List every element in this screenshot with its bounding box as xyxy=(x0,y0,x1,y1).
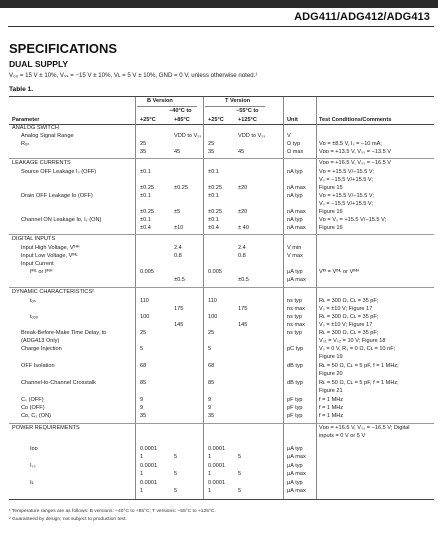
section-heading: ANALOG SWITCH xyxy=(12,125,59,131)
t-25c-cell: 1 xyxy=(208,454,212,460)
t-25c-cell: 9 xyxy=(208,405,212,411)
t-range-cell: 0.8 xyxy=(238,253,246,259)
t-range-cell: ±20 xyxy=(238,185,248,191)
table-top-rule xyxy=(9,96,434,97)
parameter-cell: Source OFF Leakage Iₛ (OFF) xyxy=(21,169,97,175)
parameter-cell: Break-Before-Make Time Delay, tᴅ xyxy=(21,330,107,336)
t-25c-cell: 0.0001 xyxy=(208,463,226,469)
b-25c-cell: 5 xyxy=(140,346,144,352)
parameter-cell: Input Current xyxy=(21,261,54,267)
parameter-cell: Analog Signal Range xyxy=(21,133,74,139)
t-25c-cell: 1 xyxy=(208,488,212,494)
table-bottom-rule xyxy=(9,499,434,500)
b-25c-cell: 0.0001 xyxy=(140,480,158,486)
b-range-cell: VDD to Vₛₛ xyxy=(174,133,202,139)
section-heading: POWER REQUIREMENTS xyxy=(12,425,80,431)
b-version-rule xyxy=(137,106,197,107)
parameter-cell: Cᴅ, Cₛ (ON) xyxy=(21,413,52,419)
b-range2-header: +85°C xyxy=(174,117,190,123)
unit-cell: pF typ xyxy=(287,405,303,411)
t-25c-cell: 5 xyxy=(208,346,212,352)
t-25c-cell: 0.0001 xyxy=(208,446,226,452)
t-version-header: T Version xyxy=(225,98,251,104)
parameter-cell: Cᴅ (OFF) xyxy=(21,405,45,411)
footnote-1: ¹ Temperature ranges are as follows: B versions: −40°C to +85°C; T versions: −55°C to +125°C. xyxy=(9,509,216,514)
header-bottom-rule xyxy=(9,124,434,125)
b-range-cell: 175 xyxy=(174,306,184,312)
t-25c-cell: 68 xyxy=(208,363,215,369)
t-25c-cell: 0.0001 xyxy=(208,480,226,486)
b-25c-cell: ±0.1 xyxy=(140,169,151,175)
t-25c-cell: ±0.4 xyxy=(208,225,219,231)
b-range-cell: 5 xyxy=(174,471,178,477)
unit-cell: ns typ xyxy=(287,330,302,336)
t-range-cell: 5 xyxy=(238,454,242,460)
unit-cell: nA max xyxy=(287,225,306,231)
test-conditions-cell: Rʟ = 300 Ω, Cʟ = 35 pF; xyxy=(319,330,379,336)
unit-cell: pF typ xyxy=(287,413,303,419)
unit-cell: V xyxy=(287,133,291,139)
test-conditions-cell: Figure 15 xyxy=(319,185,343,191)
unit-cell: ns max xyxy=(287,306,306,312)
t-range-header: −55°C to xyxy=(236,108,259,114)
unit-cell: μA max xyxy=(287,277,306,283)
test-conditions-cell: Rʟ = 300 Ω, Cʟ = 35 pF; xyxy=(319,298,379,304)
b-range-cell: 0.8 xyxy=(174,253,182,259)
parameter-cell: Channel ON Leakage Iᴅ, Iₛ (ON) xyxy=(21,217,102,223)
unit-cell: μA typ xyxy=(287,480,303,486)
t-range-cell: 5 xyxy=(238,471,242,477)
b-25c-header: +25°C xyxy=(140,117,156,123)
section-subtitle: DUAL SUPPLY xyxy=(9,59,69,69)
footnote-2: ² Guaranteed by design; not subject to production test. xyxy=(9,517,127,522)
unit-cell: nA typ xyxy=(287,193,303,199)
parameter-cell: tₒₒₒ xyxy=(30,314,38,320)
unit-cell: nA max xyxy=(287,185,306,191)
b-25c-cell: ±0.1 xyxy=(140,193,151,199)
t-25c-cell: 9 xyxy=(208,397,212,403)
t-range-cell: 45 xyxy=(238,149,245,155)
b-range-cell: 145 xyxy=(174,322,184,328)
t-25c-cell: ±0.1 xyxy=(208,193,219,199)
t-25c-cell: ±0.1 xyxy=(208,217,219,223)
parameter-cell: Cₛ (OFF) xyxy=(21,397,44,403)
section-heading: LEAKAGE CURRENTS xyxy=(12,160,71,166)
b-25c-cell: 25 xyxy=(140,141,147,147)
t-range-cell: ±0.5 xyxy=(238,277,249,283)
unit-header: Unit xyxy=(287,117,298,123)
b-range-cell: 2.4 xyxy=(174,245,182,251)
test-conditions-cell: Vₛ₁ = Vₛ₂ = 10 V; Figure 18 xyxy=(319,338,386,344)
b-25c-cell: 0.0001 xyxy=(140,446,158,452)
t-range-cell: ±20 xyxy=(238,209,248,215)
test-conditions-cell: Vₛ = 0 V, Rₛ = 0 Ω, Cʟ = 10 nF; xyxy=(319,346,396,352)
parameter-cell: Iᴵᴺᴸ or Iᴵᴺᴴ xyxy=(30,269,53,275)
section-divider xyxy=(9,287,434,288)
t-25c-cell: 0.005 xyxy=(208,269,222,275)
b-range-cell: 45 xyxy=(174,149,181,155)
unit-cell: V max xyxy=(287,253,303,259)
b-25c-cell: 0.005 xyxy=(140,269,154,275)
t-25c-cell: 35 xyxy=(208,149,215,155)
parameter-cell: (ADG413 Only) xyxy=(21,338,60,344)
b-25c-cell: 9 xyxy=(140,405,144,411)
unit-cell: μA max xyxy=(287,454,306,460)
unit-cell: μA typ xyxy=(287,446,303,452)
section-divider xyxy=(9,423,434,424)
test-conditions-cell: Vₛ = −15.5 V/+15.5 V; xyxy=(319,201,373,207)
part-numbers: ADG411/ADG412/ADG413 xyxy=(294,11,430,23)
test-conditions-cell: Vₛ = ±10 V; Figure 17 xyxy=(319,322,373,328)
t-25c-cell: 35 xyxy=(208,413,215,419)
t-25c-cell: ±0.25 xyxy=(208,209,222,215)
parameter-cell: Input High Voltage, Vᴵᴴᴴ xyxy=(21,245,80,251)
test-conditions-cell: Vᴅ = +15.5 V/−15.5 V; xyxy=(319,193,374,199)
unit-cell: pC typ xyxy=(287,346,304,352)
test-conditions-cell: Figure 20 xyxy=(319,371,343,377)
test-conditions-cell: Rʟ = 50 Ω, Cʟ = 5 pF, f = 1 MHz; xyxy=(319,380,399,386)
unit-cell: μA max xyxy=(287,471,306,477)
b-25c-cell: 110 xyxy=(140,298,149,304)
b-25c-cell: ±0.4 xyxy=(140,225,151,231)
b-range-cell: 5 xyxy=(174,454,178,460)
test-conditions-cell: Vᴅ = +15.5 V/−15.5 V; xyxy=(319,169,374,175)
parameter-header: Parameter xyxy=(12,117,40,123)
parameter-cell: Drain OFF Leakage Iᴅ (OFF) xyxy=(21,193,93,199)
b-25c-cell: ±0.25 xyxy=(140,185,154,191)
test-conditions-cell: Vᴅᴅ = +16.5 V, Vₛₛ = −16.5 V; Digital xyxy=(319,425,410,431)
test-conditions-cell: Figure 16 xyxy=(319,225,343,231)
b-25c-cell: 1 xyxy=(140,488,144,494)
b-25c-cell: ±0.25 xyxy=(140,209,154,215)
unit-cell: ns typ xyxy=(287,314,302,320)
b-range-cell: ±10 xyxy=(174,225,184,231)
test-conditions-cell: Vᴵᴺ = Vᴵᴺᴸ or Vᴵᴺᴴ xyxy=(319,269,360,275)
unit-cell: μA typ xyxy=(287,269,303,275)
section-heading: DYNAMIC CHARACTERISTICS² xyxy=(12,289,95,295)
t-25c-cell: 85 xyxy=(208,380,215,386)
b-25c-cell: 0.0001 xyxy=(140,463,158,469)
test-conditions-cell: Vᴅ = Vₛ = +15.5 V/−15.5 V; xyxy=(319,217,387,223)
test-conditions-cell: Vᴅ = ±8.5 V, Iₛ = −10 mA; xyxy=(319,141,382,147)
test-conditions-header: Test Conditions/Comments xyxy=(319,117,392,123)
b-25c-cell: 85 xyxy=(140,380,147,386)
t-25c-cell: 25 xyxy=(208,330,215,336)
b-range-cell: ±0.25 xyxy=(174,185,188,191)
b-range-cell: 5 xyxy=(174,488,178,494)
t-range-cell: 2.4 xyxy=(238,245,246,251)
unit-cell: nA typ xyxy=(287,169,303,175)
section-heading: DIGITAL INPUTS xyxy=(12,236,56,242)
unit-cell: V min xyxy=(287,245,302,251)
t-25c-cell: 110 xyxy=(208,298,217,304)
b-25c-cell: ±0.1 xyxy=(140,217,151,223)
b-25c-cell: 100 xyxy=(140,314,150,320)
unit-cell: Ω typ xyxy=(287,141,301,147)
unit-cell: ns typ xyxy=(287,298,302,304)
b-25c-cell: 1 xyxy=(140,471,144,477)
t-25c-cell: 100 xyxy=(208,314,218,320)
b-range-header: −40°C to xyxy=(169,108,192,114)
unit-cell: pF typ xyxy=(287,397,303,403)
supply-conditions: V₀₀ = 15 V ± 10%, Vₛₛ = −15 V ± 10%, Vʟ = 5 V ± 10%, GND = 0 V, unless otherwise noted.¹ xyxy=(9,72,258,79)
test-conditions-cell: Vₛ = ±10 V; Figure 17 xyxy=(319,306,373,312)
b-25c-cell: 35 xyxy=(140,149,147,155)
unit-cell: dB typ xyxy=(287,380,303,386)
b-25c-cell: 35 xyxy=(140,413,147,419)
t-range-cell: 5 xyxy=(238,488,242,494)
test-conditions-cell: Vₛ = −15.5 V/+15.5 V; xyxy=(319,177,373,183)
b-version-header: B Version xyxy=(147,98,173,104)
parameter-cell: Iʟ xyxy=(30,480,34,486)
b-25c-cell: 9 xyxy=(140,397,144,403)
t-range-cell: ± 40 xyxy=(238,225,249,231)
t-version-rule xyxy=(205,106,265,107)
test-conditions-cell: Vᴅᴅ = +13.5 V, Vₛₛ = −13.5 V xyxy=(319,149,392,155)
unit-cell: nA max xyxy=(287,209,306,215)
b-25c-cell: 25 xyxy=(140,330,147,336)
parameter-cell: tₒₙ xyxy=(30,298,36,304)
test-conditions-cell: Figure 21 xyxy=(319,388,343,394)
parameter-cell: Charge Injection xyxy=(21,346,62,352)
unit-cell: μA typ xyxy=(287,463,303,469)
parameter-cell: Rₒₙ xyxy=(21,141,30,147)
test-conditions-cell: f = 1 MHz xyxy=(319,405,344,411)
b-range-cell: ±5 xyxy=(174,209,181,215)
unit-cell: μA max xyxy=(287,488,306,494)
header-divider xyxy=(8,26,434,27)
t-range-cell: VDD to Vₛₛ xyxy=(238,133,266,139)
b-25c-cell: 1 xyxy=(140,454,144,460)
t-range-cell: 175 xyxy=(238,306,248,312)
section-title: SPECIFICATIONS xyxy=(9,41,118,56)
t-range-cell: 145 xyxy=(238,322,248,328)
t-25c-header: +25°C xyxy=(208,117,224,123)
unit-cell: nA typ xyxy=(287,217,303,223)
test-conditions-cell: Figure 19 xyxy=(319,354,343,360)
t-25c-cell: ±0.25 xyxy=(208,185,222,191)
parameter-cell: Iᴅᴅ xyxy=(30,446,38,452)
parameter-cell: OFF Isolation xyxy=(21,363,55,369)
t-25c-cell: 25 xyxy=(208,141,215,147)
test-conditions-cell: f = 1 MHz xyxy=(319,397,344,403)
test-conditions-cell: f = 1 MHz xyxy=(319,413,344,419)
test-conditions-cell: Figure 16 xyxy=(319,209,343,215)
test-conditions-cell: Vᴅᴅ = +16.5 V, Vₛₛ = −16.5 V xyxy=(319,160,392,166)
t-25c-cell: ±0.1 xyxy=(208,169,219,175)
test-conditions-cell: Rʟ = 300 Ω, Cʟ = 35 pF; xyxy=(319,314,379,320)
unit-cell: Ω max xyxy=(287,149,304,155)
section-divider xyxy=(9,234,434,235)
parameter-cell: Input Low Voltage, Vᴵᴺᴸ xyxy=(21,253,78,259)
table-title: Table 1. xyxy=(9,86,34,93)
header-bar xyxy=(0,0,438,8)
test-conditions-cell: Rʟ = 50 Ω, Cʟ = 5 pF, f = 1 MHz; xyxy=(319,363,399,369)
test-conditions-cell: inputs = 0 V or 5 V xyxy=(319,433,366,439)
b-25c-cell: 68 xyxy=(140,363,147,369)
t-25c-cell: 1 xyxy=(208,471,212,477)
parameter-cell: Channel-to-Channel Crosstalk xyxy=(21,380,96,386)
t-range2-header: +125°C xyxy=(238,117,257,123)
b-range-cell: ±0.5 xyxy=(174,277,185,283)
parameter-cell: Iₛₛ xyxy=(30,463,36,469)
unit-cell: ns max xyxy=(287,322,306,328)
unit-cell: dB typ xyxy=(287,363,303,369)
section-divider xyxy=(9,158,434,159)
